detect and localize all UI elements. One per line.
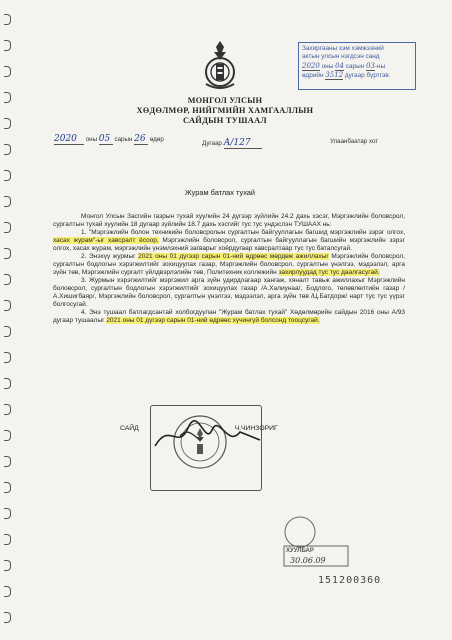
paragraph-0: Монгол Улсын Засгийн газрын тухай хуулийн 24 дүгээр зүйлийн 24.2 дахь хэсэг, Мэргэжлийн боловсрол, сургалтын тухай хуулийн 18 дугаар зүйлийн 18.7 дахь хэсгийг тус тус үндэслэн ТУШААХ нь: [53,213,405,228]
order-number-row [202,138,262,149]
signature-title: САЙД [120,425,139,432]
registry-month: 04 [335,61,344,70]
registry-day: 03 [366,61,375,70]
serial-number: 151200360 [318,575,382,586]
registry-year-label: оны [321,62,334,70]
paragraph-2-text-a: 2. Энэхүү журмыг [81,253,139,261]
paragraph-2-highlight-2: захирлуудад тус тус даалгасугай. [278,269,380,277]
paragraph-2-highlight-1: 2021 оны 01 дүгээр сарын 01-ний өдрөөс мөрдөж ажиллахыг [138,253,329,261]
registry-stamp-line-3 [302,62,412,71]
copy-stamp [282,510,352,570]
paragraph-4 [53,309,405,325]
signature-block [120,425,278,432]
paragraph-1-text-a: 1. "Мэргэжлийн болон техникийн боловсролын сургалтын байгууллагын багшид мэргэжлийн зэрэг олгох, [81,229,405,237]
paragraph-2-text-b: Мэргэжлийн боловсрол, сургалтын бодлогын хэрэгжилтийг зохицуулах газар, Мэргэжлийн боловсрол, сургалтын үнэлгээ, мэдээлэл, арга зүйн төв, Мэргэжлийн сургалт үйлдвэрлэлийн төв, Политехник коллежийн [53,253,405,277]
state-emblem-icon [200,40,240,92]
order-city: Улаанбаатар хот [330,138,379,145]
order-month: 05 [99,134,113,145]
registry-stamp-line-1: Захиргааны хэм хэмжээний [302,45,384,52]
copy-stamp-date: 30.06.09 [290,556,326,565]
registry-suffix: дугаар бүртгэв. [344,71,391,79]
signature-name: Ч.ЧИНЗОРИГ [234,425,278,432]
order-day-label: өдөр [149,136,164,143]
document-body [53,213,405,326]
registry-prefix: өдрийн [302,71,324,79]
signature-icon [150,416,270,456]
order-number: А/127 [224,138,262,149]
paragraph-1-highlight: хасах журам"-ыг хавсралт ёсоор, [53,237,159,245]
header-line-2: ХӨДӨЛМӨР, НИЙГМИЙН ХАМГААЛЛЫН [136,106,314,115]
header-line-3: САЙДЫН ТУШААЛ [183,116,267,125]
paragraph-1 [53,229,405,253]
order-number-label: Дугаар [202,140,222,147]
registry-stamp [298,42,416,90]
paragraph-1-text-b: Мэргэжлийн боловсрол, сургалтын байгууллагын багшийн мэргэжлийн зэрэг олгох, хасах журам, мэргэжлийн үнэмлэхний загварыг хоёрдугаар хавсралтаар тус тус баталсугай. [53,237,405,253]
registry-stamp-line-4 [302,71,412,80]
registry-stamp-line-2: актын улсын нэгдсэн санд [302,53,380,61]
registry-year: 2020 [302,61,320,70]
registry-month-label: сарын [345,62,365,70]
document-title: Журам батлах тухай [184,188,256,197]
header-line-1: МОНГОЛ УЛСЫН [187,96,263,105]
order-day: 26 [134,134,148,145]
order-date [54,134,164,145]
paragraph-3: 3. Журмын хэрэгжилтийг мэргэжил арга зүйн удирдлагаар хангаж, хяналт тавьж ажиллахыг Мэргэжлийн боловсрол, сургалтын бодлогын хэрэгжилтийг зохицуулах газар /А.Халиунаа/, Бодлого, төлөвлөлтийн газар /А.Хишигбаяр/, Мэргэжлийн боловсрол, сургалтын үнэлгээ, мэдээлэл, арга зүйн төв /Ц.Батдорж/ нарт тус тус үүрэг болгосугай. [53,277,405,309]
order-month-label: сарын [114,136,133,143]
binder-holes [0,0,14,640]
copy-stamp-label: ХУУЛБАР [286,548,314,554]
paragraph-2 [53,253,405,277]
registry-number: 3512 [325,70,344,79]
paragraph-4-text-a: 4. Энэ тушаал батлагдсантай холбогдуулан "Журам батлах тухай" Хөдөлмөрийн сайдын 2016 оны А/93 дугаар тушаалыг [53,309,405,325]
order-year: 2020 [54,134,84,145]
paragraph-4-highlight: 2021 оны 01 дүгээр сарын 01-ний өдрөөс хүчингүй болсонд тооцсугай. [106,317,320,325]
registry-day-label: -ны [374,62,386,70]
order-year-label: оны [85,136,98,143]
